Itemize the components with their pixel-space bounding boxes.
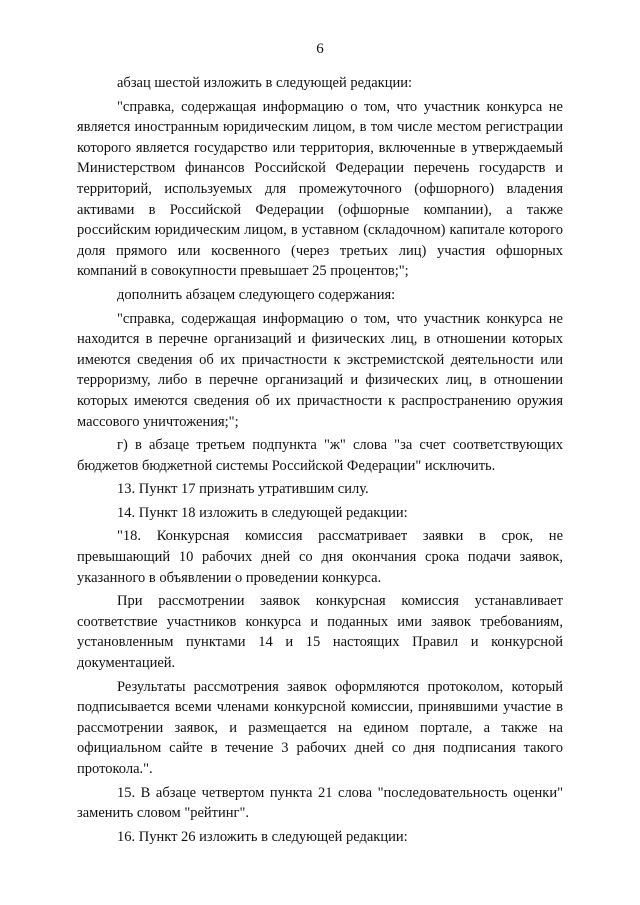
paragraph-2: "справка, содержащая информацию о том, что участник конкурса не является иностранным юридическим лицом, в том числе местом регистрации которого является государство или территория, включенные в утверждаемый Министерством финансов Российской Федерации перечень государств и территорий, используемых для промежуточного (офшорного) владения активами в Российской Федерации (офшорные компании), а также российским юридическим лицом, в уставном (складочном) капитале которого доля прямого или косвенного (через третьих лиц) участия офшорных компаний в совокупности превышает 25 процентов;";	[77, 98, 563, 280]
paragraph-12: 16. Пункт 26 изложить в следующей редакции:	[117, 828, 408, 845]
paragraph-9: При рассмотрении заявок конкурсная комиссия устанавливает соответствие участников конкурса и поданных ими заявок требованиям, установленным пунктами 14 и 15 настоящих Правил и конкурсной документацией.	[77, 593, 563, 672]
document-body	[77, 73, 563, 847]
paragraph-1: абзац шестой изложить в следующей редакции:	[117, 75, 412, 91]
paragraph-7: 14. Пункт 18 изложить в следующей редакции:	[117, 504, 408, 521]
paragraph-10: Результаты рассмотрения заявок оформляются протоколом, который подписывается всеми членами конкурсной комиссии, принявшими участие в рассмотрении заявок, и размещается на едином портале, а также на официальном сайте в течение 3 рабочих дней со дня подписания такого протокола.".	[77, 678, 563, 777]
paragraph-3: дополнить абзацем следующего содержания:	[117, 286, 396, 303]
paragraph-6: 13. Пункт 17 признать утратившим силу.	[117, 481, 369, 498]
paragraph-4: "справка, содержащая информацию о том, что участник конкурса не находится в перечне организаций и физических лиц, в отношении которых имеются сведения об их причастности к экстремистской деятельности или терроризму, либо в перечне организаций и физических лиц, в отношении которых имеются сведения об их причастности к распространению оружия массового уничтожения;";	[77, 310, 563, 430]
page-number: 6	[316, 41, 324, 57]
paragraph-5: г) в абзаце третьем подпункта "ж" слова "за счет соответствующих бюджетов бюджетной системы Российской Федерации" исключить.	[77, 437, 563, 474]
paragraph-8: "18. Конкурсная комиссия рассматривает заявки в срок, не превышающий 10 рабочих дней со дня окончания срока подачи заявок, указанного в объявлении о проведении конкурса.	[77, 528, 563, 586]
paragraph-11: 15. В абзаце четвертом пункта 21 слова "последовательность оценки" заменить словом "рейтинг".	[77, 784, 563, 822]
